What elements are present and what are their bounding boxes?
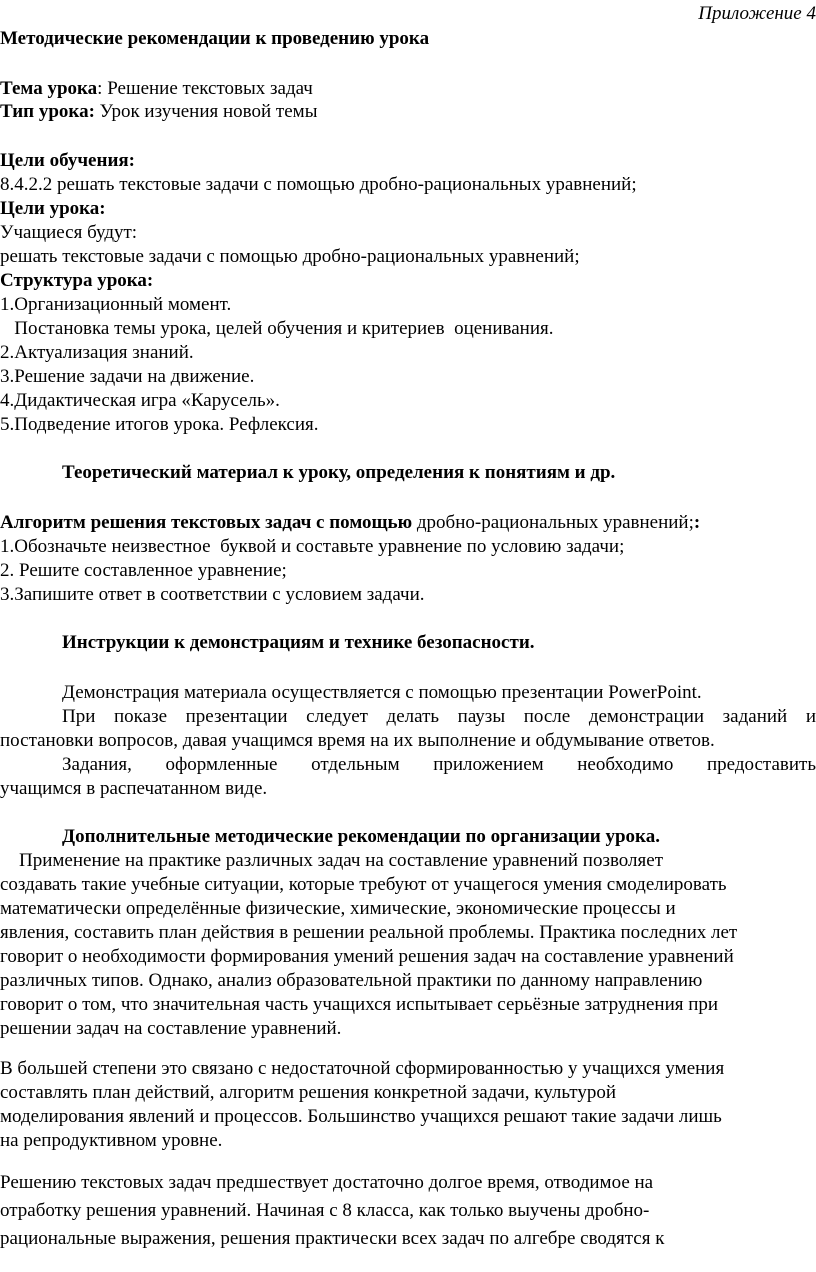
paragraph-1-line: говорит о том, что значительная часть учащихся испытывает серьёзные затруднения при (0, 994, 719, 1015)
paragraph-3-line: Решению текстовых задач предшествует достаточно долгое время, отводимое на (0, 1172, 654, 1193)
algorithm-heading-bold: Алгоритм решения текстовых задач с помощью (0, 512, 413, 533)
lesson-goals-heading: Цели урока: (0, 198, 106, 219)
theory-heading: Теоретический материал к уроку, определения к понятиям и др. (62, 462, 616, 483)
topic-value: Решение текстовых задач (107, 78, 313, 99)
paragraph-3-line: рациональные выражения, решения практически всех задач по алгебре сводятся к (0, 1228, 665, 1249)
instructions-line: Задания, оформленные отдельным приложением необходимо предоставить (62, 754, 816, 775)
document-title: Методические рекомендации к проведению урока (0, 28, 430, 49)
paragraph-1-line: решении задач на составление уравнений. (0, 1018, 342, 1039)
algorithm-step: 3.Запишите ответ в соответствии с условием задачи. (0, 584, 425, 605)
algorithm-step: 1.Обозначьте неизвестное буквой и составьте уравнение по условию задачи; (0, 536, 625, 557)
paragraph-1-line: создавать такие учебные ситуации, которые требуют от учащегося умения смоделировать (0, 874, 727, 895)
paragraph-2-line: составлять план действий, алгоритм решения конкретной задачи, культурой (0, 1082, 617, 1103)
lesson-goals-line-2: решать текстовые задачи с помощью дробно-рациональных уравнений; (0, 246, 580, 267)
topic-label: Тема урока (0, 78, 98, 99)
learning-goals-heading: Цели обучения: (0, 150, 135, 171)
structure-item: 4.Дидактическая игра «Карусель». (0, 390, 280, 411)
paragraph-1-line: явления, составить план действия в решении реальной проблемы. Практика последних лет (0, 922, 738, 943)
lesson-type-value: Урок изучения новой темы (94, 101, 318, 122)
structure-item: 2.Актуализация знаний. (0, 342, 194, 363)
structure-item: 3.Решение задачи на движение. (0, 366, 255, 387)
lesson-topic (0, 78, 313, 100)
recommendations-heading: Дополнительные методические рекомендации по организации урока. (62, 826, 660, 847)
topic-separator: : (97, 78, 108, 99)
paragraph-1-line: говорит о необходимости формирования умений решения задач на составление уравнений (0, 946, 734, 967)
learning-goals-text: 8.4.2.2 решать текстовые задачи с помощью дробно-рациональных уравнений; (0, 174, 637, 195)
paragraph-2-line: на репродуктивном уровне. (0, 1130, 223, 1151)
instructions-line: При показе презентации следует делать паузы после демонстрации заданий и (62, 706, 816, 727)
algorithm-heading-colon: : (693, 512, 701, 533)
paragraph-3-line: отработку решения уравнений. Начиная с 8 класса, как только выучены дробно- (0, 1200, 650, 1221)
structure-heading: Структура урока: (0, 270, 154, 291)
paragraph-2-line: моделирования явлений и процессов. Большинство учащихся решают такие задачи лишь (0, 1106, 722, 1127)
algorithm-heading-normal: дробно-рациональных уравнений; (412, 512, 694, 533)
paragraph-2-line: В большей степени это связано с недостаточной сформированностью у учащихся умения (0, 1058, 725, 1079)
structure-item: 1.Организационный момент. (0, 294, 232, 315)
algorithm-heading (0, 512, 700, 534)
structure-item: Постановка темы урока, целей обучения и критериев оценивания. (0, 318, 554, 339)
instructions-heading: Инструкции к демонстрациям и технике безопасности. (62, 632, 535, 653)
instructions-line: постановки вопросов, давая учащимся время на их выполнение и обдумывание ответов. (0, 730, 715, 751)
instructions-line: Демонстрация материала осуществляется с помощью презентации PowerPoint. (62, 682, 702, 703)
structure-item: 5.Подведение итогов урока. Рефлексия. (0, 414, 319, 435)
appendix-label: Приложение 4 (698, 3, 816, 24)
lesson-type (0, 101, 317, 123)
paragraph-1-line: Применение на практике различных задач на составление уравнений позволяет (0, 850, 664, 871)
lesson-goals-line-1: Учащиеся будут: (0, 222, 138, 243)
instructions-line: учащимся в распечатанном виде. (0, 778, 268, 799)
algorithm-step: 2. Решите составленное уравнение; (0, 560, 287, 581)
paragraph-1-line: математически определённые физические, химические, экономические процессы и (0, 898, 676, 919)
paragraph-1-line: различных типов. Однако, анализ образовательной практики по данному направлению (0, 970, 703, 991)
lesson-type-label: Тип урока: (0, 101, 95, 122)
